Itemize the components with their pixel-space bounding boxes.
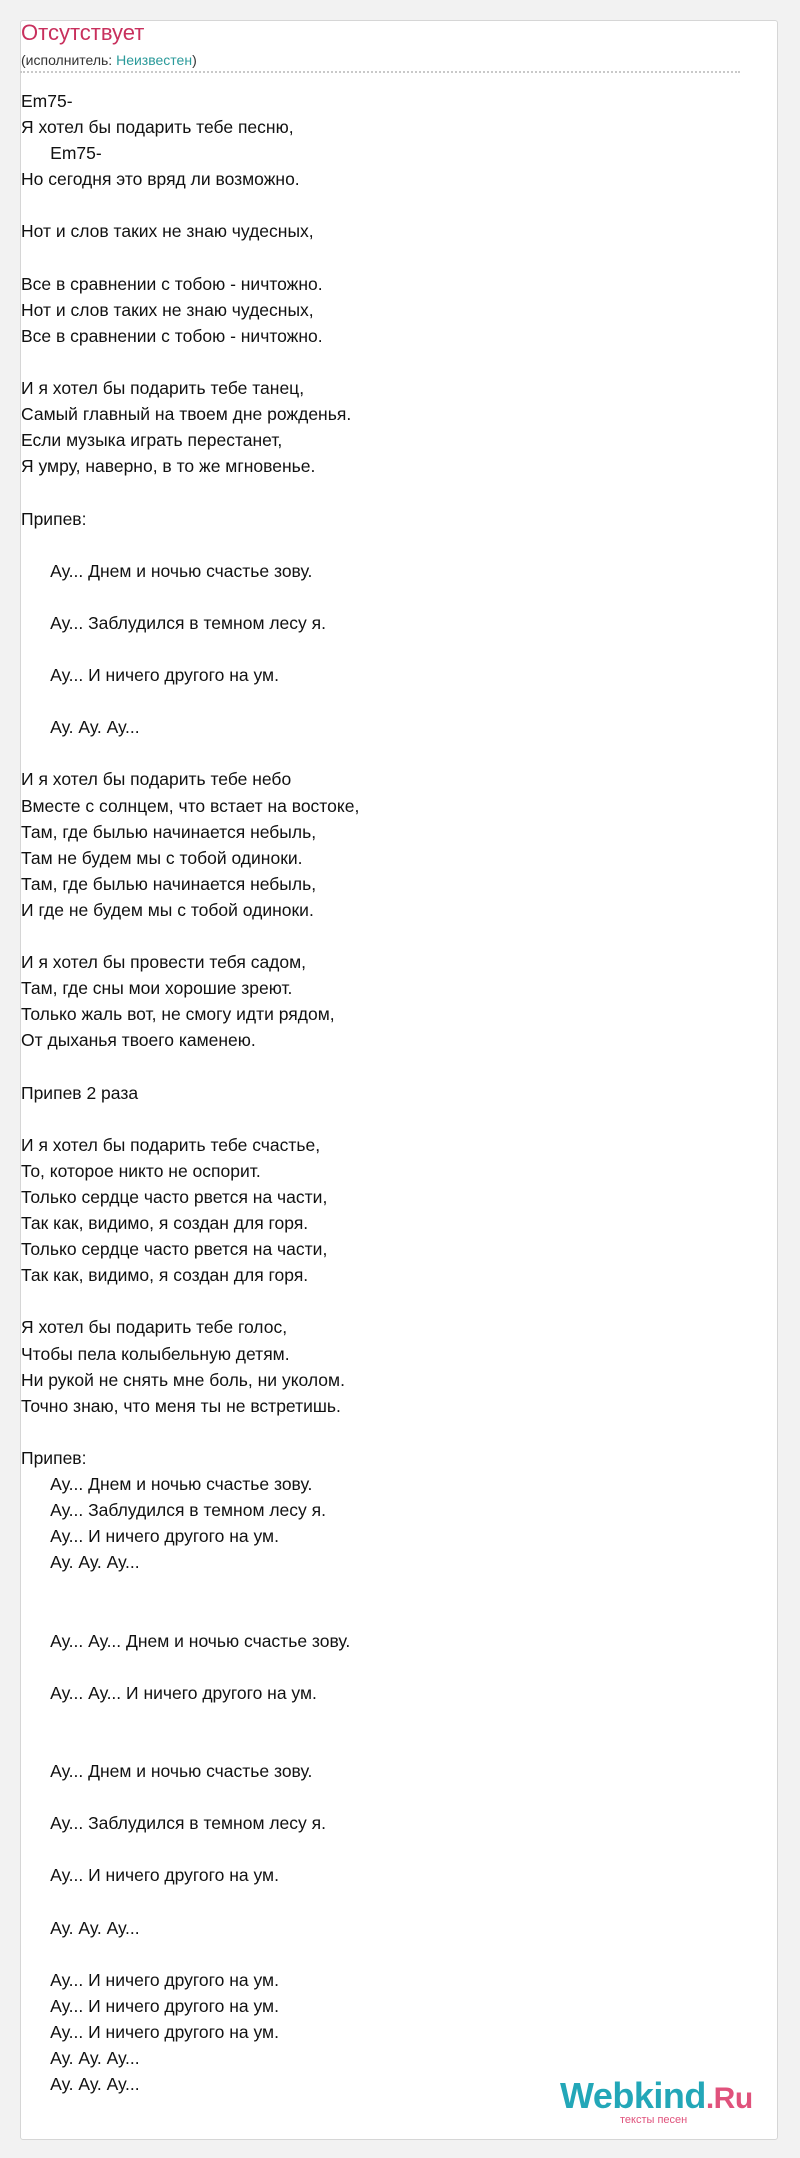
lyric-line: Там не будем мы с тобой одиноки. <box>21 847 303 868</box>
lyric-line: Если музыка играть перестанет, <box>21 430 283 451</box>
lyric-line: Точно знаю, что меня ты не встретишь. <box>21 1395 341 1416</box>
lyric-line: Ау. Ау. Ау... <box>21 2074 140 2095</box>
lyric-line <box>21 1654 741 1680</box>
lyric-line: Em75- <box>21 143 102 164</box>
lyric-line: Только жаль вот, не смогу идти рядом, <box>21 1004 335 1025</box>
lyric-line: Нот и слов таких не знаю чудесных, <box>21 299 314 320</box>
song-title: Отсутствует <box>21 20 145 45</box>
lyric-line <box>21 1706 741 1732</box>
lyric-line <box>21 532 741 558</box>
lyric-line: И где не будем мы с тобой одиноки. <box>21 899 314 920</box>
lyric-line: Припев 2 раза <box>21 1082 139 1103</box>
lyric-line <box>21 349 741 375</box>
lyric-line: И я хотел бы подарить тебе небо <box>21 769 292 790</box>
lyric-line <box>21 688 741 714</box>
lyric-line: Ау. Ау. Ау... <box>21 717 140 738</box>
lyric-line: Я умру, наверно, в то же мгновенье. <box>21 456 316 477</box>
lyric-line: Там, где былью начинается небыль, <box>21 821 317 842</box>
lyric-line: Припев: <box>21 1447 87 1468</box>
lyric-line: Ау... И ничего другого на ум. <box>21 1969 279 1990</box>
lyric-line: Но сегодня это вряд ли возможно. <box>21 169 300 190</box>
lyric-line: Ни рукой не снять мне боль, ни уколом. <box>21 1369 345 1390</box>
lyric-line: Ау... И ничего другого на ум. <box>21 2021 279 2042</box>
lyric-line: Нот и слов таких не знаю чудесных, <box>21 221 314 242</box>
lyric-line: Чтобы пела колыбельную детям. <box>21 1343 290 1364</box>
site-logo[interactable] <box>560 2075 753 2126</box>
lyric-line <box>21 1106 741 1132</box>
logo-tagline: тексты песен <box>620 2114 688 2126</box>
lyric-line <box>21 1053 741 1079</box>
lyric-line: Ау... Днем и ночью счастье зову. <box>21 1761 313 1781</box>
lyric-line <box>21 636 741 662</box>
lyric-line: Ау. Ау. Ау... <box>21 1552 140 1573</box>
lyric-line <box>21 1419 741 1445</box>
lyric-line: Ау... И ничего другого на ум. <box>21 1865 279 1886</box>
lyric-line: Все в сравнении с тобою - ничтожно. <box>21 325 323 346</box>
lyric-line <box>21 1888 741 1914</box>
lyric-line: И я хотел бы провести тебя садом, <box>21 952 307 973</box>
lyric-line: И я хотел бы подарить тебе счастье, <box>21 1134 321 1155</box>
lyric-line <box>21 1575 741 1601</box>
lyrics-text <box>21 88 741 2097</box>
lyric-line: Я хотел бы подарить тебе голос, <box>21 1317 288 1338</box>
lyric-line: Ау... И ничего другого на ум. <box>21 665 279 686</box>
logo-wordmark <box>560 2076 753 2119</box>
logo-brand: Webkind <box>560 2075 706 2116</box>
lyric-line <box>21 584 741 610</box>
lyric-line <box>21 1836 741 1862</box>
lyric-line: Все в сравнении с тобою - ничтожно. <box>21 273 323 294</box>
lyric-line <box>21 245 741 271</box>
lyric-line: Вместе с солнцем, что встает на востоке, <box>21 795 360 816</box>
lyric-line <box>21 1941 741 1967</box>
lyric-line: От дыханья твоего каменею. <box>21 1030 256 1051</box>
lyric-line: Самый главный на твоем дне рожденья. <box>21 404 352 425</box>
lyric-line <box>21 740 741 766</box>
lyric-line: И я хотел бы подарить тебе танец, <box>21 378 305 399</box>
lyric-line <box>21 479 741 505</box>
artist-suffix: ) <box>192 52 197 68</box>
logo-tld: .Ru <box>705 2082 753 2115</box>
lyric-line: Там, где сны мои хорошие зреют. <box>21 978 293 999</box>
lyric-line: Em75- <box>21 91 73 111</box>
lyric-line <box>21 1601 741 1627</box>
lyric-line <box>21 923 741 949</box>
lyric-line: Там, где былью начинается небыль, <box>21 873 317 894</box>
lyric-line: Ау... И ничего другого на ум. <box>21 1526 279 1547</box>
lyric-line: Ау... Ау... Днем и ночью счастье зову. <box>21 1630 351 1651</box>
lyric-line: Ау... Заблудился в темном лесу я. <box>21 612 326 633</box>
lyric-line <box>21 1288 741 1314</box>
lyric-line: Ау... Днем и ночью счастье зову. <box>21 1473 313 1494</box>
lyric-line: То, которое никто не оспорит. <box>21 1160 261 1181</box>
lyric-line: Я хотел бы подарить тебе песню, <box>21 117 294 138</box>
lyric-line: Так как, видимо, я создан для горя. <box>21 1265 309 1286</box>
lyric-line <box>21 1732 741 1758</box>
lyric-line: Только сердце часто рвется на части, <box>21 1239 328 1260</box>
lyric-line: Ау... Ау... И ничего другого на ум. <box>21 1682 317 1703</box>
lyric-line: Ау... Заблудился в темном лесу я. <box>21 1813 326 1834</box>
lyric-line: Припев: <box>21 508 87 529</box>
lyric-line: Ау. Ау. Ау... <box>21 2048 140 2069</box>
lyric-line: Ау... Заблудился в темном лесу я. <box>21 1500 326 1521</box>
lyric-line: Ау... Днем и ночью счастье зову. <box>21 560 313 581</box>
lyric-line: Так как, видимо, я создан для горя. <box>21 1213 309 1234</box>
artist-line <box>21 51 197 69</box>
lyric-line <box>21 1784 741 1810</box>
artist-prefix: (исполнитель: <box>21 52 117 68</box>
lyric-line: Ау... И ничего другого на ум. <box>21 1995 279 2016</box>
lyric-line: Только сердце часто рвется на части, <box>21 1186 328 1207</box>
lyric-line: Ау. Ау. Ау... <box>21 1917 140 1938</box>
lyric-line <box>21 192 741 218</box>
artist-link[interactable]: Неизвестен <box>116 52 193 68</box>
title-divider <box>20 71 740 73</box>
